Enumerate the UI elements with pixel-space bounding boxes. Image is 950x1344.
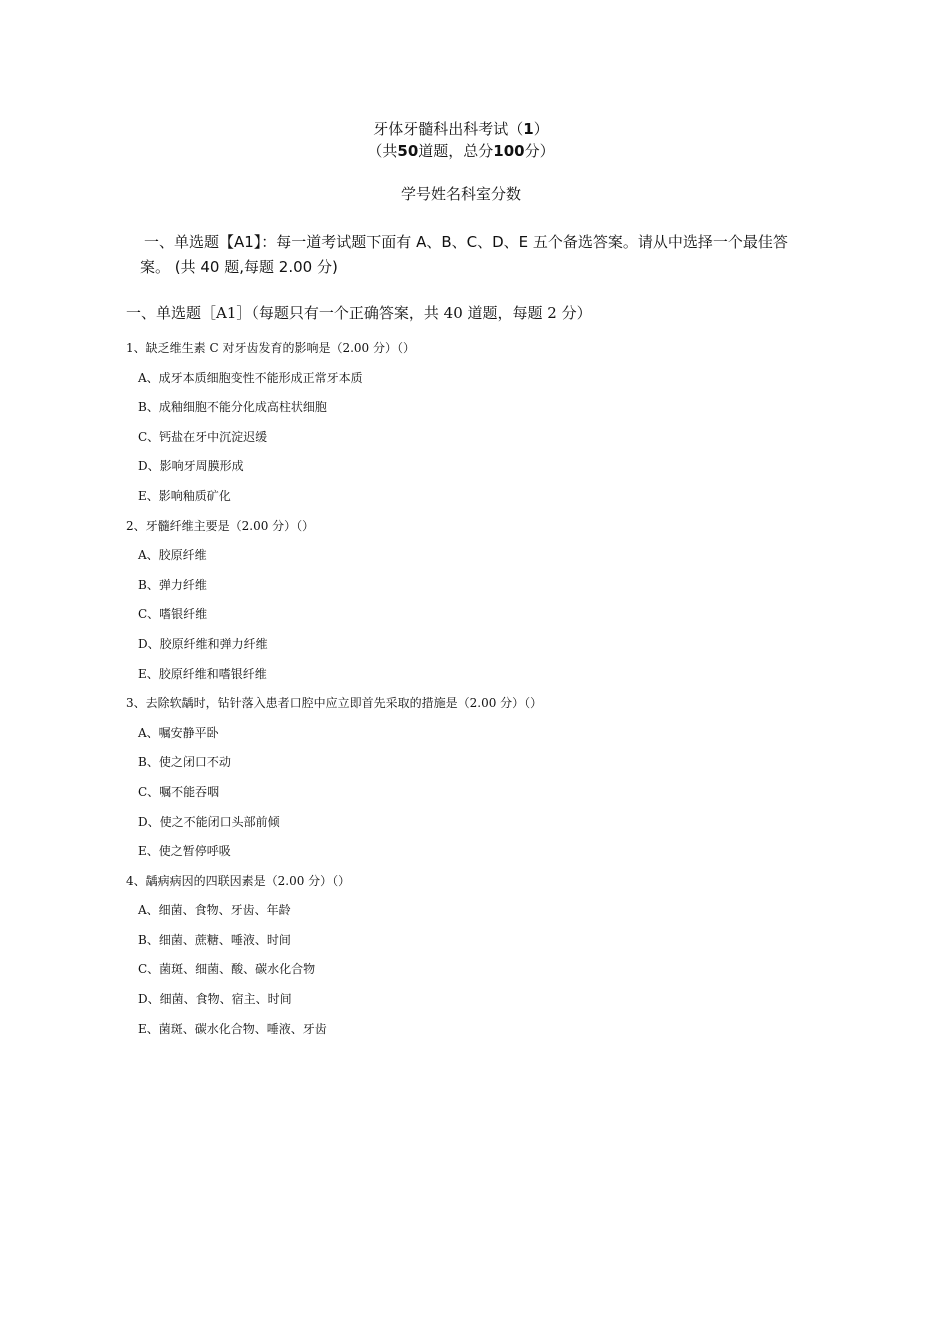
- question-3: [126, 693, 826, 871]
- option-d: D、细菌、食物、宿主、时间: [138, 992, 292, 1007]
- option-a: A、成牙本质细胞变性不能形成正常牙本质: [138, 370, 363, 385]
- option-b: B、细菌、蔗糖、唾液、时间: [138, 932, 291, 947]
- option-a: A、胶原纤维: [138, 548, 207, 563]
- question-1: [126, 338, 826, 516]
- option-d: D、影响牙周膜形成: [138, 459, 244, 474]
- question-4: [126, 871, 826, 1049]
- question-list: [126, 338, 826, 1048]
- option-c: C、钙盐在牙中沉淀迟缓: [138, 429, 268, 444]
- option-e: E、胶原纤维和嗜银纤维: [138, 666, 267, 681]
- option-d: D、使之不能闭口头部前倾: [138, 814, 280, 829]
- question-stem: 1、缺乏维生素 C 对牙齿发育的影响是（2.00 分）（）: [126, 341, 415, 355]
- section-heading: 一、单选题［A1］（每题只有一个正确答案，共 40 道题，每题 2 分）: [126, 304, 592, 322]
- option-d: D、胶原纤维和弹力纤维: [138, 636, 268, 651]
- question-stem: 4、龋病病因的四联因素是（2.00 分）（）: [126, 873, 351, 888]
- section-instruction: 一、单选题【A1】：每一道考试题下面有 A、B、C、D、E 五个备选答案。请从中选择一个最佳答案。 (共 40 题,每题 2.00 分): [140, 233, 788, 276]
- question-stem: 2、牙髓纤维主要是（2.00 分）（）: [126, 518, 315, 533]
- option-c: C、嗜银纤维: [138, 607, 208, 622]
- option-b: B、使之闭口不动: [138, 755, 231, 770]
- option-e: E、菌斑、碳水化合物、唾液、牙齿: [138, 1021, 327, 1036]
- option-b: B、成釉细胞不能分化成高柱状细胞: [138, 400, 327, 415]
- student-info-line: 学号姓名科室分数: [400, 185, 521, 203]
- option-a: A、嘱安静平卧: [138, 725, 219, 740]
- option-e: E、影响釉质矿化: [138, 488, 231, 503]
- exam-title: 牙体牙髓科出科考试（1）: [373, 120, 549, 138]
- option-c: C、菌斑、细菌、酸、碳水化合物: [138, 962, 316, 977]
- exam-title-block: [0, 118, 922, 162]
- option-a: A、细菌、食物、牙齿、年龄: [138, 903, 291, 918]
- exam-subtitle: （共50道题，总分100分）: [367, 142, 555, 160]
- option-e: E、使之暂停呼吸: [138, 844, 231, 859]
- option-b: B、弹力纤维: [138, 577, 207, 592]
- option-c: C、嘱不能吞咽: [138, 784, 220, 799]
- question-2: [126, 516, 826, 694]
- question-stem: 3、去除软龋时，钻针落入患者口腔中应立即首先采取的措施是（2.00 分）（）: [126, 696, 543, 711]
